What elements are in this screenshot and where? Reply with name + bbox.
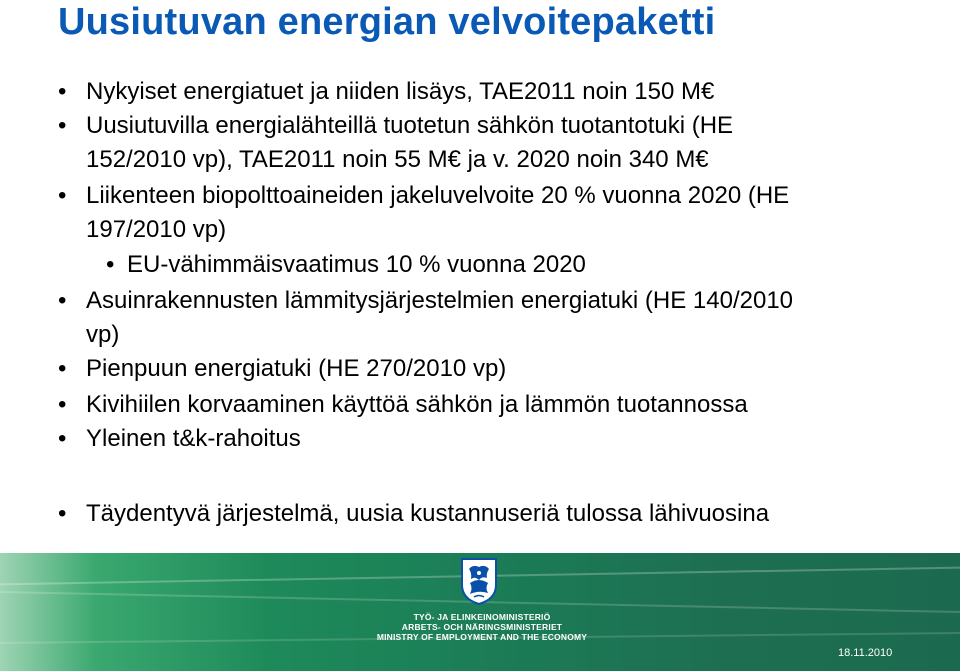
bullet-dot: • [58, 182, 67, 209]
footer-band [0, 553, 960, 671]
bullet-text [86, 109, 733, 177]
bullet-text-line: Uusiutuvilla energialähteillä tuotetun sähkön tuotantotuki (HE [86, 112, 734, 139]
ministry-name-en: MINISTRY OF EMPLOYMENT AND THE ECONOMY [376, 632, 588, 642]
bullet-text [86, 284, 793, 352]
bullet-text-line: Asuinrakennusten lämmitysjärjestelmien energiatuki (HE 140/2010 [86, 287, 794, 314]
ministry-name-sv: ARBETS- OCH NÄRINGSMINISTERIET [401, 622, 563, 632]
bullet-dot: • [58, 78, 67, 105]
bullet-text-line: 152/2010 vp), TAE2011 noin 55 M€ ja v. 2020 noin 340 M€ [86, 146, 709, 173]
bullet-text-line: vp) [86, 321, 120, 348]
bullet-text: Kivihiilen korvaaminen käyttöä sähkön ja lämmön tuotannossa [86, 391, 748, 418]
slide-title: Uusiutuvan energian velvoitepaketti [58, 1, 716, 43]
lion-crest-icon [460, 557, 498, 605]
bullet-text: Yleinen t&k-rahoitus [86, 425, 301, 452]
bullet-text [86, 179, 789, 247]
bullet-text: Nykyiset energiatuet ja niiden lisäys, TAE2011 noin 150 M€ [86, 78, 715, 105]
bullet-dot: • [58, 391, 67, 418]
bullet-text-line: Liikenteen biopolttoaineiden jakeluvelvoite 20 % vuonna 2020 (HE [86, 182, 790, 209]
ministry-name-fi: TYÖ- JA ELINKEINOMINISTERIÖ [413, 612, 551, 622]
slide-date: 18.11.2010 [838, 647, 893, 659]
bullet-dot: • [58, 287, 67, 314]
bullet-dot: • [58, 500, 67, 527]
bullet-dot: • [58, 112, 67, 139]
bullet-text: Pienpuun energiatuki (HE 270/2010 vp) [86, 355, 507, 382]
bullet-text: Täydentyvä järjestelmä, uusia kustannuseriä tulossa lähivuosina [86, 500, 770, 527]
bullet-dot: • [58, 355, 67, 382]
bullet-text-line: 197/2010 vp) [86, 216, 227, 243]
bullet-dot: • [106, 251, 115, 278]
bullet-text: EU-vähimmäisvaatimus 10 % vuonna 2020 [127, 251, 586, 278]
ministry-name-block [372, 612, 592, 642]
bullet-dot: • [58, 425, 67, 452]
